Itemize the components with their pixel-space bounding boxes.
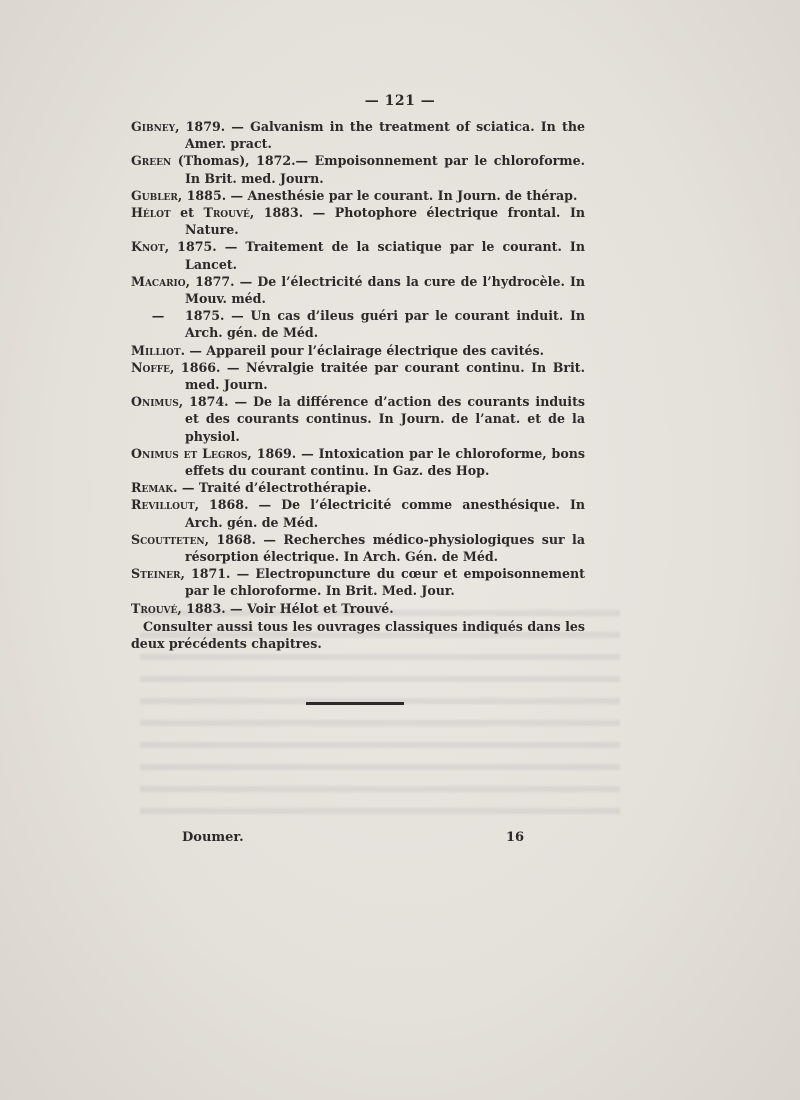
bib-entry: Noffe, 1866. — Névralgie traitée par courant continu. In Brit. med. Journ. [131,359,585,393]
bib-entry: Remak. — Traité d’électrothérapie. [131,480,372,496]
bib-entry-continuation: — 1875. — Un cas d’ileus guéri par le courant induit. In Arch. gén. de Méd. [151,308,585,341]
bib-entry: Gubler, 1885. — Anesthésie par le courant. In Journ. de thérap. [131,187,578,203]
bib-entry: Revillout, 1868. — De l’électricité comme anesthésique. In Arch. gén. de Méd. [131,497,585,530]
bib-entry: Hélot et Trouvé, 1883. — Photophore électrique frontal. In Nature. [131,205,585,238]
page-number: — 121 — [364,93,436,109]
section-rule [306,702,404,705]
bib-entry: Steiner, 1871. — Electropuncture du cœur et empoisonnement par le chloroforme. In Brit. Med. Jour. [131,566,585,599]
bib-entry: Gibney, 1879. — Galvanism in the treatment of sciatica. In the Amer. pract. [131,119,585,152]
bib-entry: Milliot. — Appareil pour l’éclairage électrique des cavités. [131,342,545,358]
bib-entry: Onimus et Legros, 1869. — Intoxication par le chloroforme, bons effets du courant continu. In Gaz. des Hop. [131,445,586,479]
printer-signature: Doumer. [182,830,244,845]
bib-entry: Onimus, 1874. — De la différence d’action des courants induits et des courants continus. In Journ. de l’anat. et de la physiol. [131,394,585,444]
bib-entry: Macario, 1877. — De l’électricité dans la cure de l’hydrocèle. In Mouv. méd. [131,273,585,307]
bib-entry: Trouvé, 1883. — Voir Hélot et Trouvé. [131,600,394,616]
bib-entry: Green (Thomas), 1872.— Empoisonnement par le chloroforme. In Brit. med. Journ. [131,153,585,186]
sheet-number: 16 [506,830,525,845]
closing-note: Consulter aussi tous les ouvrages classiques indiqués dans les deux précédents chapitres. [131,618,585,652]
bibliography [131,118,585,652]
bib-entry: Scoutteten, 1868. — Recherches médico-physiologiques sur la résorption électrique. In Arch. Gén. de Méd. [131,531,585,565]
bib-entry: Knot, 1875. — Traitement de la sciatique par le courant. In Lancet. [131,239,585,272]
